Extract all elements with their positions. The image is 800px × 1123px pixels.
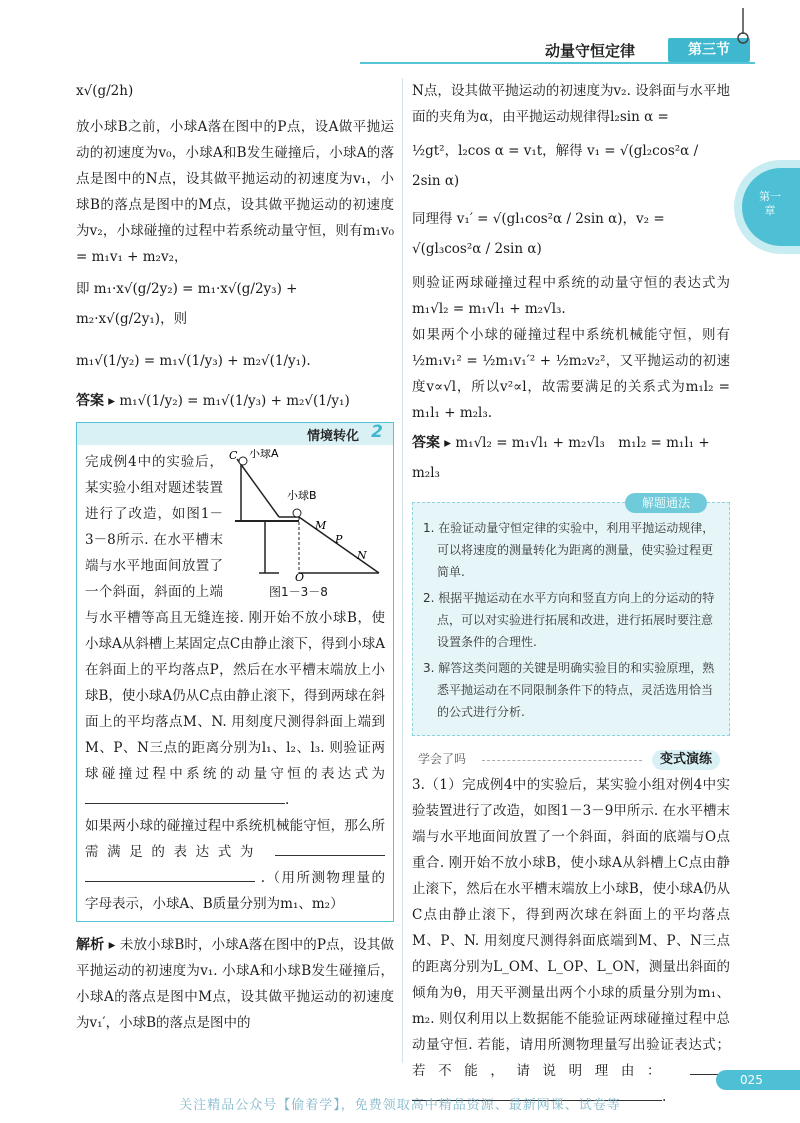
variant-header [412,750,730,770]
experiment-diagram [229,449,389,581]
analysis-paragraph: 解析 ▸ 未放小球B时，小球A落在图中的P点，设其做平抛运动的初速度为v₁. 小球A和小球B发生碰撞后，小球A的落点是图中M点，设其做平抛运动的初速度为v₁′，小球B的落点是图中的 [76,937,395,1031]
analysis-text: 未放小球B时，小球A落在图中的P点，设其做平抛运动的初速度为v₁. 小球A和小球B发生碰撞后，小球A的落点是图中M点，设其做平抛运动的初速度为v₁′，小球B的落点是图中的 [76,937,395,1031]
left-paragraph-2 [76,274,394,334]
scenario-text-1: 完成例4中的实验后，某实验小组对题述装置进行了改造，如图1－3－8所示. 在水平槽末端与水平地面间放置了一个斜面，斜面的上端与水平槽等高且无缝连接. 刚开始不放小球B，使小球A从斜槽上某固定点C由静止滚下，得到小球A在斜面上的平均落点P，然后在水平槽末端放上小球B，使小球A仍从C点由静止滚下，得到两球在斜面上的平均落点M、N. 用刻度尺测得斜面上端到M、P、N三点的距离分别为l₁、l₂、l₃. 则验证两球碰撞过程中系统的动量守恒的表达式为 . [85,454,385,808]
label-ball-a: 小球A [249,449,279,460]
right-paragraph-4: 则验证两球碰撞过程中系统的动量守恒的表达式为 m₁√l₂ = m₁√l₁ + m₂√l₃. [412,275,730,317]
label-p: P [335,533,343,546]
header-rule [360,62,755,64]
chapter-title: 动量守恒定律 [545,42,636,60]
footer-promo: 关注精品公众号【偷着学】，免费领取高中精品资源、最新网课、试卷等 [179,1098,621,1113]
tip-item: 2. 根据平抛运动在水平方向和竖直方向上的分运动的特点，可以对实验进行拓展和改进，进行拓展时要注意设置条件的合理性. [423,591,715,649]
para2-formula: m₁·x√(g/2y₂) = m₁·x√(g/2y₃) + m₂·x√(g/2y₁)，则 [76,281,298,327]
tips-box [412,496,730,736]
variant-dashed-line [482,760,642,761]
pin-icon [736,8,750,44]
right-answer-label: 答案 [412,435,440,451]
scenario-box-header [77,423,393,445]
right-paragraph-5: 如果两个小球的碰撞过程中系统机械能守恒，则有½m₁v₁² = ½m₁v₁′² + ½m₂v₂²，又平抛运动的初速度v∝√l，所以v²∝l，故需要满足的关系式为m₁l₂ = m₁l₁ + m₂l₃. [412,327,730,421]
tip-item: 1. 在验证动量守恒定律的实验中，利用平抛运动规律，可以将速度的测量转化为距离的测量，使实验过程更简单. [423,521,715,579]
tip-item: 3. 解答这类问题的关键是明确实验目的和实验原理，熟悉平抛运动在不同限制条件下的特点，灵活选用恰当的公式进行分析. [423,661,715,719]
right-paragraph-3: 同理得 v₁′ = √(gl₁cos²α / 2sin α)，v₂ = √(gl₃cos²α / 2sin α) [412,211,665,257]
label-o: O [295,571,305,581]
right-column [412,78,730,1110]
left-paragraph-1: 放小球B之前，小球A落在图中的P点，设A做平抛运动的初速度为v₀，小球A和B发生碰撞后，小球A的落点是图中的N点，设其做平抛运动的初速度为v₁，小球B的落点是图中的M点，设其做平抛运动的初速度为v₂，小球碰撞的过程中若系统动量守恒，则有m₁v₀ = m₁v₁ + m₂v₂， [76,119,394,265]
column-divider [402,78,403,1063]
scenario-text-3: .（用所测物理量的字母表示，小球A、B质量分别为m₁、m₂） [85,870,385,912]
tips-list [423,517,719,723]
label-ball-b: 小球B [287,489,317,502]
left-paragraph-3: m₁√(1/y₂) = m₁√(1/y₃) + m₂√(1/y₁). [76,353,311,369]
page-number-text: 025 [740,1073,763,1087]
question-3-text: 3.（1）完成例4中的实验后，某实验小组对例4中实验装置进行了改造，如图1－3－9甲所示. 在水平槽末端与水平地面间放置了一个斜面，斜面的底端与O点重合. 刚开始不放小球B，使小球A从斜槽上C点由静止滚下，然后在水平槽末端放上小球B，使小球A仍从C点由静止滚下，得到两次球在斜面上的平均落点M、P、N. 用刻度尺测得斜面底端到M、P、N三点的距离分别为L_OM、L_OP、L_ON，测量出斜面的倾角为θ，用天平测量出两个小球的质量分别为m₁、m₂. 则仅利用以上数据能不能验证两球碰撞过程中总动量守恒. 若能，请用所测物理量写出验证表达式；若不能，请说明理由： [412,777,730,1079]
scenario-text-2-content: 如果两小球的碰撞过程中系统机械能守恒，那么所需满足的表达式为 [85,818,385,860]
tips-badge: 解题通法 [625,493,707,513]
label-m: M [315,519,327,532]
question-3: 3.（1）完成例4中的实验后，某实验小组对例4中实验装置进行了改造，如图1－3－9甲所示. 在水平槽末端与水平地面间放置了一个斜面，斜面的底端与O点重合. 刚开始不放小球B，使小球A从斜槽上C点由静止滚下，然后在水平槽末端放上小球B，使小球A仍从C点由静止滚下，得到两次球在斜面上的平均落点M、P、N. 用刻度尺测得斜面底端到M、P、N三点的距离分别为L_OM、L_OP、L_ON，测量出斜面的倾角为θ，用天平测量出两个小球的质量分别为m₁、m₂. 则仅利用以上数据能不能验证两球碰撞过程中总动量守恒. 若能，请用所测物理量写出验证表达式；若不能，请说明理由： . [412,777,730,1105]
right-answer-text: m₁√l₂ = m₁√l₁ + m₂√l₃ m₁l₂ = m₁l₁ + m₂l₃ [412,435,710,481]
right-answer: 答案 ▸ m₁√l₂ = m₁√l₁ + m₂√l₃ m₁l₂ = m₁l₁ + m₂l₃ [412,435,710,481]
scenario-box-title: 情境转化 [306,429,359,444]
scenario-box-number: 2 [371,422,383,442]
page-number [716,1070,800,1090]
page-header [0,38,800,66]
figure-1-3-8 [229,449,389,599]
right-paragraph-2: ½gt²，l₂cos α = v₁t，解得 v₁ = √(gl₂cos²α / 2sin α) [412,143,699,189]
left-answer: 答案 ▸ m₁√(1/y₂) = m₁√(1/y₃) + m₂√(1/y₁) [76,393,350,409]
scenario-text-2 [85,813,385,917]
right-paragraph-1: N点，设其做平抛运动的初速度为v₂. 设斜面与水平地面的夹角为α，由平抛运动规律得l₂sin α = [412,83,730,125]
answer-blank-2a[interactable] [275,842,385,856]
variant-title: 变式演练 [652,750,720,770]
answer-text: m₁√(1/y₂) = m₁√(1/y₃) + m₂√(1/y₁) [119,393,350,409]
left-column [76,78,394,1036]
section-badge: 第三节 [668,38,750,62]
figure-caption: 图1－3－8 [269,585,328,599]
answer-blank-2b[interactable] [85,868,255,882]
answer-blank-1[interactable] [85,790,285,804]
top-formula: x√(g/2h) [76,83,134,99]
para2-prefix: 即 [76,281,90,297]
analysis-label: 解析 [76,937,105,953]
scenario-box [76,422,394,922]
variant-subtitle: 学会了吗 [418,752,467,766]
label-n: N [357,549,367,562]
label-c: C [229,449,238,462]
scenario-box-body [77,445,393,921]
scenario-text-1-content: 完成例4中的实验后，某实验小组对题述装置进行了改造，如图1－3－8所示. 在水平槽末端与水平地面间放置了一个斜面，斜面的上端与水平槽等高且无缝连接. 刚开始不放小球B，使小球A从斜槽上某固定点C由静止滚下，得到小球A在斜面上的平均落点P，然后在水平槽末端放上小球B，使小球A仍从C点由静止滚下，得到两球在斜面上的平均落点M、N. 用刻度尺测得斜面上端到M、P、N三点的距离分别为l₁、l₂、l₃. 则验证两球碰撞过程中系统的动量守恒的表达式为 [85,454,385,782]
answer-label: 答案 [76,393,104,409]
side-tab-label: 第一章 [759,190,781,217]
